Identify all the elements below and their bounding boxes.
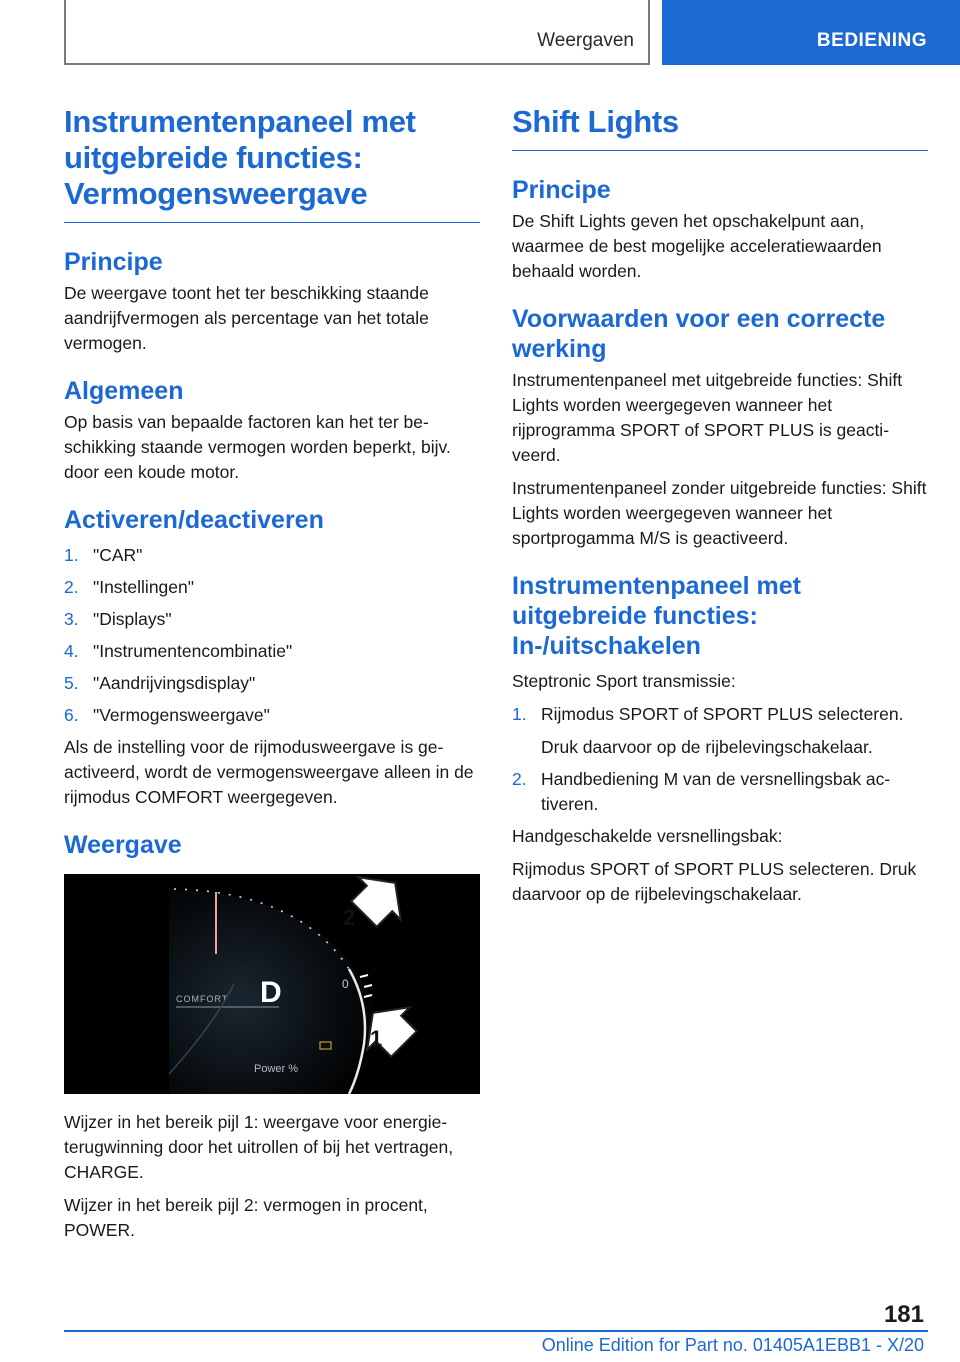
section-text: Op basis van bepaalde factoren kan het ter beschikking staande vermogen worden beperkt, bijv. door een koude motor. xyxy=(64,412,451,482)
gear-indicator: D xyxy=(260,976,282,1009)
step-text: Handbediening M van de versnellingsbak activeren. xyxy=(541,769,891,814)
section-heading: Voorwaarden voor een correcte werking xyxy=(512,305,886,363)
page-title: Instrumentenpaneel met uitgebreide functies: Vermogensweergave xyxy=(64,104,480,223)
section-text: Instrumentenpaneel zonder uitgebreide functies: Shift Lights worden weergegeven wanneer het sportprogamma M/S is geactiveerd. xyxy=(512,478,927,548)
section-text: De Shift Lights geven het opschakelpunt aan, waarmee de best mogelijke acceleratiewaarden behaald worden. xyxy=(512,211,882,281)
step-sub: Druk daarvoor op de rijbelevingschakelaar. xyxy=(541,737,873,757)
figure-caption-1: Wijzer in het bereik pijl 1: weergave voor energieterugwinning door het uitrollen of bij het vertragen, CHARGE. xyxy=(64,1112,454,1182)
section-note: Als de instelling voor de rijmodusweergave is geactiveerd, wordt de vermogensweergave alleen in de rijmodus COMFORT weergegeven. xyxy=(64,737,474,807)
list-item xyxy=(512,702,928,760)
step-text: "CAR" xyxy=(93,545,143,565)
manual-label: Handgeschakelde versnellingsbak: xyxy=(512,826,783,846)
section-heading: Weergave xyxy=(64,831,182,859)
list-item xyxy=(64,703,480,728)
section-principe xyxy=(64,247,480,356)
step-number: 2. xyxy=(512,769,527,789)
header-section-tab xyxy=(64,0,650,65)
section-heading: Algemeen xyxy=(64,377,184,405)
power-display-illustration xyxy=(64,874,480,1094)
section-text: De weergave toont het ter beschikking staande aandrijfvermogen als percentage van het totale vermogen. xyxy=(64,283,429,353)
list-item xyxy=(64,671,480,696)
step-main: Rijmodus SPORT of SPORT PLUS selecteren. xyxy=(541,704,904,724)
step-text: "Vermogensweergave" xyxy=(93,705,270,725)
arrow-2-number: 2 xyxy=(343,905,356,930)
section-text: Instrumentenpaneel met uitgebreide functies: Shift Lights worden weergegeven wanneer het rijprogramma SPORT of SPORT PLUS is geactiveerd. xyxy=(512,370,903,465)
header-chapter-tab xyxy=(662,0,960,65)
shift-lights-title: Shift Lights xyxy=(512,104,928,151)
section-intro: Steptronic Sport transmissie: xyxy=(512,671,736,691)
section-voorwaarden xyxy=(512,304,928,551)
step-text: "Instellingen" xyxy=(93,577,194,597)
step-number: 4. xyxy=(64,641,79,661)
list-item xyxy=(512,767,928,817)
footer-edition: Online Edition for Part no. 01405A1EBB1 - X/20 xyxy=(541,1335,924,1355)
power-percent-label: Power % xyxy=(254,1063,299,1075)
step-text: "Instrumentencombinatie" xyxy=(93,641,293,661)
list-item xyxy=(64,543,480,568)
activation-steps xyxy=(64,543,480,728)
section-heading: Instrumentenpaneel met uitgebreide functies: In-/uitschakelen xyxy=(512,572,801,660)
cluster-graphic xyxy=(64,874,480,1094)
zero-label: 0 xyxy=(342,977,349,991)
mode-label: COMFORT xyxy=(176,994,229,1004)
step-number: 1. xyxy=(64,545,79,565)
section-weergave xyxy=(64,830,480,1243)
section-heading: Principe xyxy=(512,176,611,204)
section-principe xyxy=(512,175,928,284)
step-number: 2. xyxy=(64,577,79,597)
step-text: "Aandrijvingsdisplay" xyxy=(93,673,256,693)
step-number: 5. xyxy=(64,673,79,693)
manual-text: Rijmodus SPORT of SPORT PLUS selecteren. Druk daarvoor op de rijbelevingschakelaar. xyxy=(512,859,917,904)
section-algemeen xyxy=(64,376,480,485)
step-text xyxy=(541,702,928,760)
arrow-1-number: 1 xyxy=(370,1026,383,1051)
step-number: 1. xyxy=(512,704,527,724)
footer-divider xyxy=(64,1330,928,1332)
section-inuitschakelen xyxy=(512,571,928,907)
right-column xyxy=(512,104,928,927)
sport-steps xyxy=(512,702,928,817)
section-activeren xyxy=(64,505,480,810)
header-chapter-label: BEDIENING xyxy=(816,30,927,51)
figure-caption-2: Wijzer in het bereik pijl 2: vermogen in procent, POWER. xyxy=(64,1195,428,1240)
section-heading: Principe xyxy=(64,248,163,276)
step-text: "Displays" xyxy=(93,609,172,629)
section-heading: Activeren/deactiveren xyxy=(64,506,324,534)
list-item xyxy=(64,639,480,664)
left-column xyxy=(64,104,480,1263)
step-number: 6. xyxy=(64,705,79,725)
list-item xyxy=(64,607,480,632)
header-section-label: Weergaven xyxy=(537,30,634,51)
step-number: 3. xyxy=(64,609,79,629)
page-number: 181 xyxy=(883,1301,924,1328)
list-item xyxy=(64,575,480,600)
